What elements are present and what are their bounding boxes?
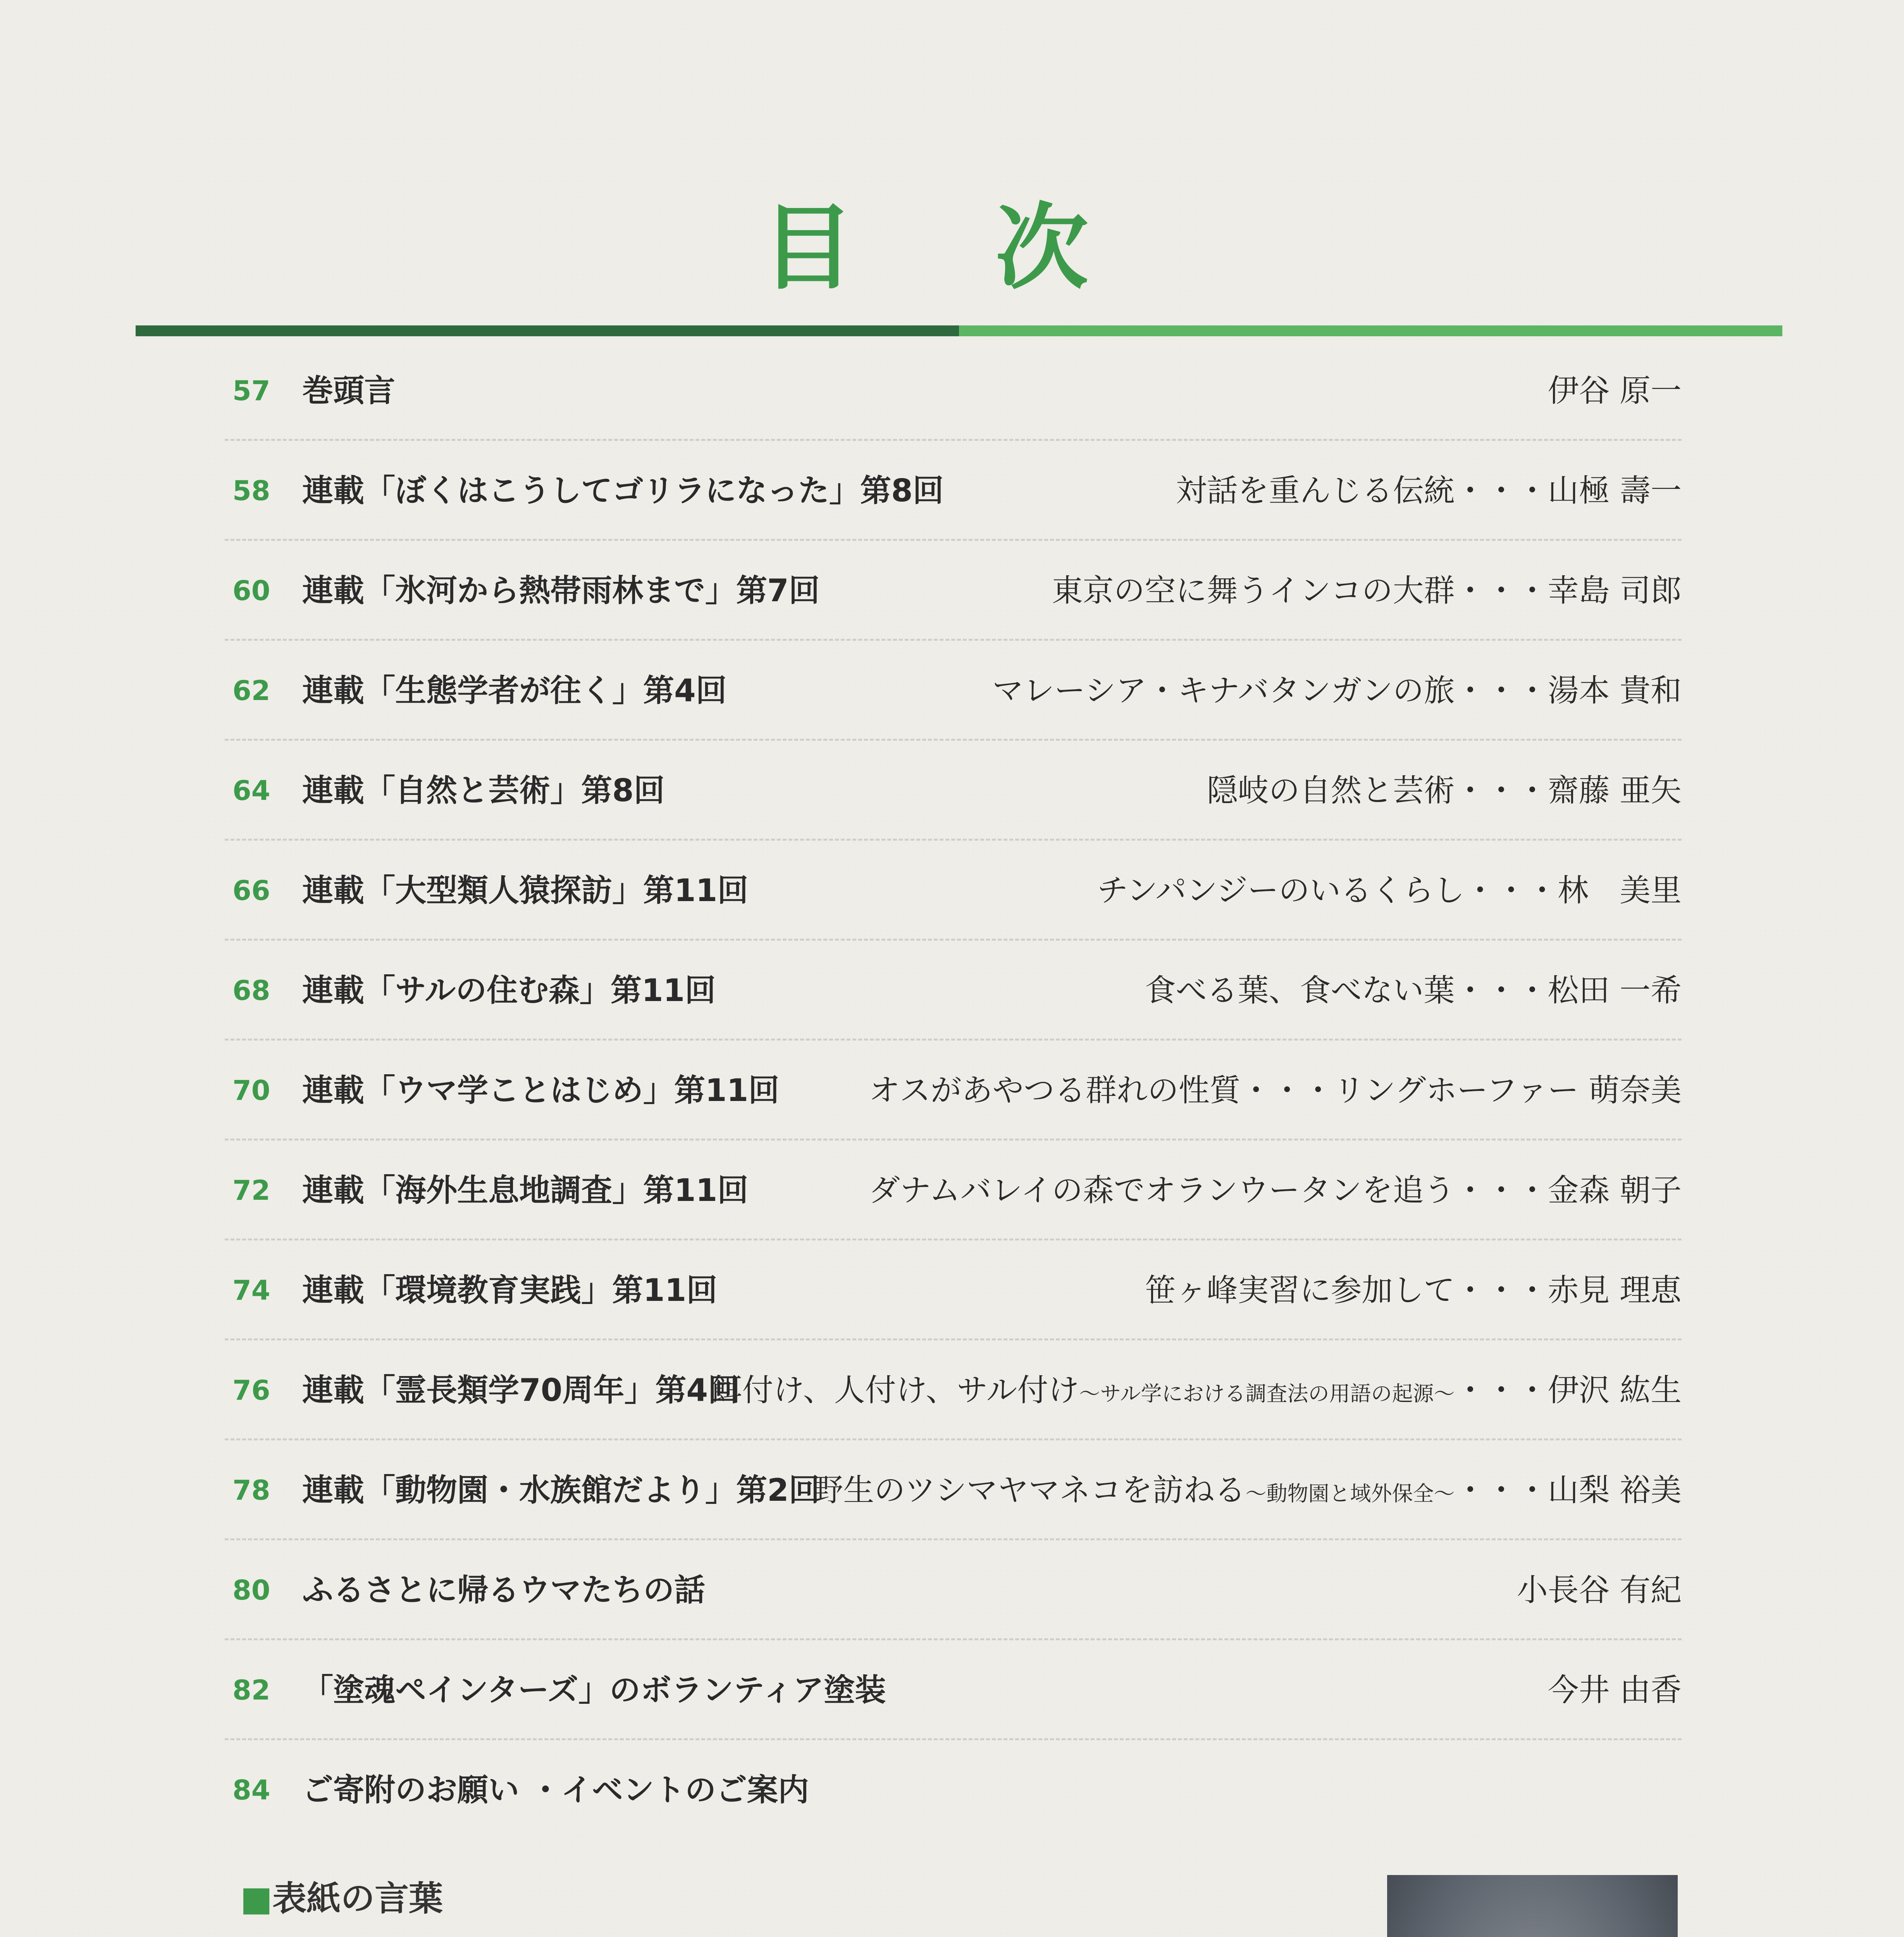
toc-subtitle-note: ～サル学における調査法の用語の起源～ [1079, 1381, 1455, 1406]
toc-title: 連載「自然と芸術」第8回 [302, 772, 665, 809]
toc-row [225, 1540, 1682, 1640]
toc-subtitle-author: 対話を重んじる伝統・・・山極 壽一 [1176, 473, 1682, 509]
toc-page-number: 62 [232, 675, 270, 707]
toc-page-number: 64 [232, 775, 270, 807]
toc-row [225, 1340, 1682, 1440]
toc-page-number: 58 [232, 475, 270, 507]
toc-subtitle-author: 今井 由香 [1548, 1672, 1682, 1708]
toc-subtitle-author: オスがあやつる群れの性質・・・リングホーファー 萌奈美 [869, 1072, 1682, 1108]
toc-row [225, 1240, 1682, 1340]
toc-subtitle-author: 東京の空に舞うインコの大群・・・幸島 司郎 [1052, 573, 1682, 609]
toc-subtitle-author: 伊谷 原一 [1548, 373, 1682, 409]
toc-row [225, 941, 1682, 1041]
toc-title: ふるさとに帰るウマたちの話 [302, 1572, 705, 1608]
toc-subtitle-author [812, 1440, 1682, 1540]
page-title: 目 次 [761, 194, 1143, 302]
toc-subtitle-author [711, 1340, 1682, 1440]
toc-page-number: 76 [232, 1374, 270, 1406]
toc-author: ・・・伊沢 紘生 [1455, 1372, 1682, 1408]
square-marker-icon: ■ [240, 1878, 273, 1918]
toc-subtitle: 餌付け、人付け、サル付け [711, 1372, 1079, 1408]
toc-title: ご寄附のお願い ・イベントのご案内 [302, 1772, 809, 1808]
toc-row [225, 841, 1682, 941]
toc-subtitle-author: 隠岐の自然と芸術・・・齋藤 亜矢 [1207, 772, 1682, 809]
toc-subtitle-author: 食べる葉、食べない葉・・・松田 一希 [1145, 972, 1682, 1008]
toc-page-number: 78 [232, 1474, 270, 1506]
toc-title: 連載「生態学者が往く」第4回 [302, 673, 727, 709]
toc-subtitle-author: ダナムバレイの森でオランウータンを追う・・・金森 朝子 [869, 1172, 1682, 1208]
toc-list [225, 341, 1682, 1840]
toc-row [225, 1740, 1682, 1840]
toc-page-number: 66 [232, 875, 270, 907]
toc-row [225, 1640, 1682, 1740]
toc-title: 連載「海外生息地調査」第11回 [302, 1172, 749, 1208]
toc-title: 連載「大型類人猿探訪」第11回 [302, 872, 749, 908]
toc-row [225, 741, 1682, 841]
toc-row [225, 1440, 1682, 1540]
toc-page-number: 68 [232, 975, 270, 1006]
toc-row [225, 641, 1682, 741]
toc-title: 巻頭言 [302, 373, 395, 409]
toc-page-number: 57 [232, 375, 270, 407]
toc-page-number: 72 [232, 1175, 270, 1206]
toc-title: 連載「霊長類学70周年」第4回 [302, 1372, 739, 1408]
toc-title: 連載「ウマ学ことはじめ」第11回 [302, 1072, 780, 1108]
toc-subtitle: 野生のツシマヤマネコを訪ねる [812, 1472, 1246, 1508]
toc-row [225, 441, 1682, 541]
portrait-illustration [1387, 1875, 1678, 1937]
toc-title: 連載「動物園・水族館だより」第2回 [302, 1472, 820, 1508]
toc-title: 連載「氷河から熱帯雨林まで」第7回 [302, 573, 820, 609]
author-portrait [1387, 1875, 1678, 1937]
toc-title: 「塗魂ペインターズ」のボランティア塗装 [302, 1672, 886, 1708]
toc-page-number: 84 [232, 1774, 270, 1806]
toc-page-number: 70 [232, 1075, 270, 1106]
toc-title: 連載「環境教育実践」第11回 [302, 1272, 718, 1308]
cover-heading-text: 表紙の言葉 [272, 1878, 443, 1918]
toc-subtitle-author: チンパンジーのいるくらし・・・林 美里 [1097, 872, 1682, 908]
title-rule [136, 325, 1782, 336]
toc-page-number: 82 [232, 1674, 270, 1706]
toc-subtitle-author: 小長谷 有紀 [1517, 1572, 1682, 1608]
toc-subtitle-author: マレーシア・キナバタンガンの旅・・・湯本 貴和 [992, 673, 1682, 709]
toc-row [225, 341, 1682, 441]
toc-title: 連載「サルの住む森」第11回 [302, 972, 716, 1008]
toc-author: ・・・山梨 裕美 [1455, 1472, 1682, 1508]
toc-page-number: 80 [232, 1574, 270, 1606]
toc-subtitle-author: 笹ヶ峰実習に参加して・・・赤見 理恵 [1145, 1272, 1682, 1308]
toc-title: 連載「ぼくはこうしてゴリラになった」第8回 [302, 473, 944, 509]
toc-subtitle-note: ～動物園と域外保全～ [1245, 1481, 1455, 1506]
cover-heading [240, 1875, 443, 1922]
toc-page-number: 74 [232, 1275, 270, 1306]
toc-page-number: 60 [232, 575, 270, 607]
toc-row [225, 1041, 1682, 1141]
toc-row [225, 1141, 1682, 1240]
toc-row [225, 541, 1682, 641]
